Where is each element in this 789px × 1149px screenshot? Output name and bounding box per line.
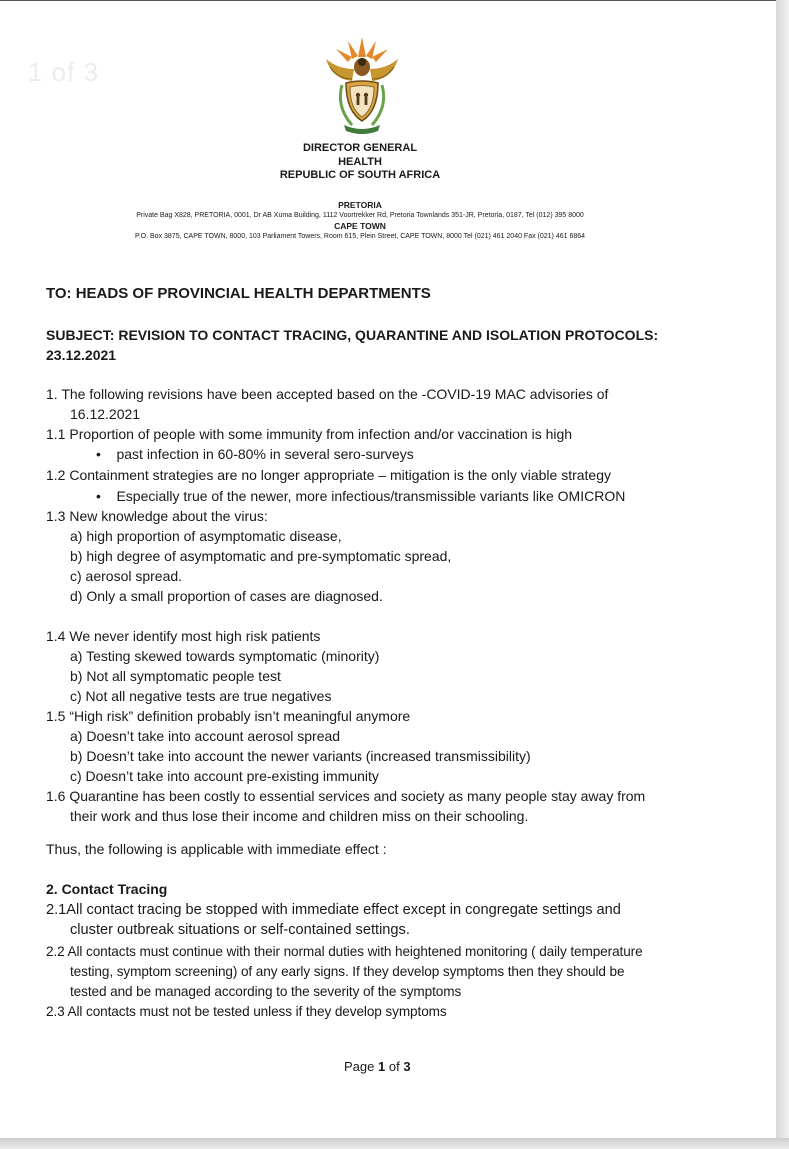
item-2-2-line-2: testing, symptom screening) of any early signs. If they develop symptoms then they should be xyxy=(70,964,625,979)
item-1-6-line-2: their work and thus lose their income and children miss on their schooling. xyxy=(70,808,529,824)
item-1-3-b: b) high degree of asymptomatic and pre-symptomatic spread, xyxy=(70,548,452,564)
item-2-2-line-1: 2.2 All contacts must continue with their normal duties with heightened monitoring ( daily temperature xyxy=(46,944,643,959)
item-1-6-line-1: 1.6 Quarantine has been costly to essential services and society as many people stay away from xyxy=(46,788,646,804)
coat-of-arms-icon xyxy=(318,29,406,137)
paragraph-1-line-2: 16.12.2021 xyxy=(70,406,141,422)
bullet-icon: • xyxy=(96,446,117,462)
paragraph-1-line-1: 1. The following revisions have been accepted based on the -COVID-19 MAC advisories of xyxy=(46,386,609,402)
subject-line: SUBJECT: REVISION TO CONTACT TRACING, QUARANTINE AND ISOLATION PROTOCOLS: xyxy=(46,327,659,343)
page-footer xyxy=(344,1059,411,1074)
bullet-1-2-text: Especially true of the newer, more infectious/transmissible variants like OMICRON xyxy=(116,488,626,504)
letterhead-pretoria-label: PRETORIA xyxy=(338,200,382,210)
page-bottom-shadow xyxy=(0,1138,789,1149)
item-1-1: 1.1 Proportion of people with some immunity from infection and/or vaccination is high xyxy=(46,426,573,442)
footer-page-total: 3 xyxy=(403,1059,411,1074)
footer-page-number: 1 xyxy=(378,1059,386,1074)
letterhead-capetown-address: P.O. Box 3875, CAPE TOWN, 8000, 103 Parliament Towers, Room 615, Plein Street, CAPE TOWN, 8000 Tel (021) 461 2040 Fax (021) 461 6864 xyxy=(134,233,586,240)
item-2-2-line-3: tested and be managed according to the severity of the symptoms xyxy=(70,984,462,999)
bullet-1-1-text: past infection in 60-80% in several sero-surveys xyxy=(116,446,414,462)
item-1-3-d: d) Only a small proportion of cases are diagnosed. xyxy=(70,588,383,604)
immediate-effect-statement: Thus, the following is applicable with immediate effect : xyxy=(46,841,387,857)
page-edge-shadow xyxy=(776,0,789,1149)
letterhead-capetown-label: CAPE TOWN xyxy=(334,221,386,231)
section-2-heading: 2. Contact Tracing xyxy=(46,881,168,897)
letterhead-director-general: DIRECTOR GENERAL xyxy=(302,142,418,154)
footer-page-word: Page xyxy=(344,1059,375,1074)
bullet-icon: • xyxy=(96,488,117,504)
item-2-1-line-2: cluster outbreak situations or self-contained settings. xyxy=(70,922,410,938)
item-1-4-a: a) Testing skewed towards symptomatic (minority) xyxy=(70,648,380,664)
letterhead-republic: REPUBLIC OF SOUTH AFRICA xyxy=(279,169,441,181)
item-1-4-c: c) Not all negative tests are true negatives xyxy=(70,688,332,704)
recipient-line: TO: HEADS OF PROVINCIAL HEALTH DEPARTMENTS xyxy=(46,285,431,302)
item-1-3: 1.3 New knowledge about the virus: xyxy=(46,508,268,524)
item-1-3-c: c) aerosol spread. xyxy=(70,568,183,584)
bullet-1-1 xyxy=(96,444,414,464)
bullet-1-2 xyxy=(96,486,625,506)
subject-block xyxy=(46,325,736,365)
item-2-1-line-1: 2.1All contact tracing be stopped with immediate effect except in congregate settings and xyxy=(46,902,621,918)
footer-of-word: of xyxy=(388,1059,400,1074)
item-1-5-a: a) Doesn’t take into account aerosol spread xyxy=(70,728,341,744)
subject-date: 23.12.2021 xyxy=(46,347,117,363)
letterhead-health: HEALTH xyxy=(338,156,382,168)
item-1-3-a: a) high proportion of asymptomatic disease, xyxy=(70,528,342,544)
letterhead-pretoria-address: Private Bag X828, PRETORIA, 0001, Dr AB Xuma Building, 1112 Voortrekker Rd, Pretoria Townlands 351-JR, Pretoria, 0187, Tel (012) 395 8000 xyxy=(136,212,584,219)
page-indicator: 1 of 3 xyxy=(28,57,100,87)
item-1-5-c: c) Doesn’t take into account pre-existing immunity xyxy=(70,768,379,784)
item-1-4-b: b) Not all symptomatic people test xyxy=(70,668,281,684)
item-2-3: 2.3 All contacts must not be tested unless if they develop symptoms xyxy=(46,1004,447,1019)
item-1-4: 1.4 We never identify most high risk patients xyxy=(46,628,321,644)
item-1-5: 1.5 “High risk” definition probably isn’t meaningful anymore xyxy=(46,708,411,724)
item-1-2: 1.2 Containment strategies are no longer appropriate – mitigation is the only viable strategy xyxy=(46,467,611,483)
item-1-5-b: b) Doesn’t take into account the newer variants (increased transmissibility) xyxy=(70,748,531,764)
